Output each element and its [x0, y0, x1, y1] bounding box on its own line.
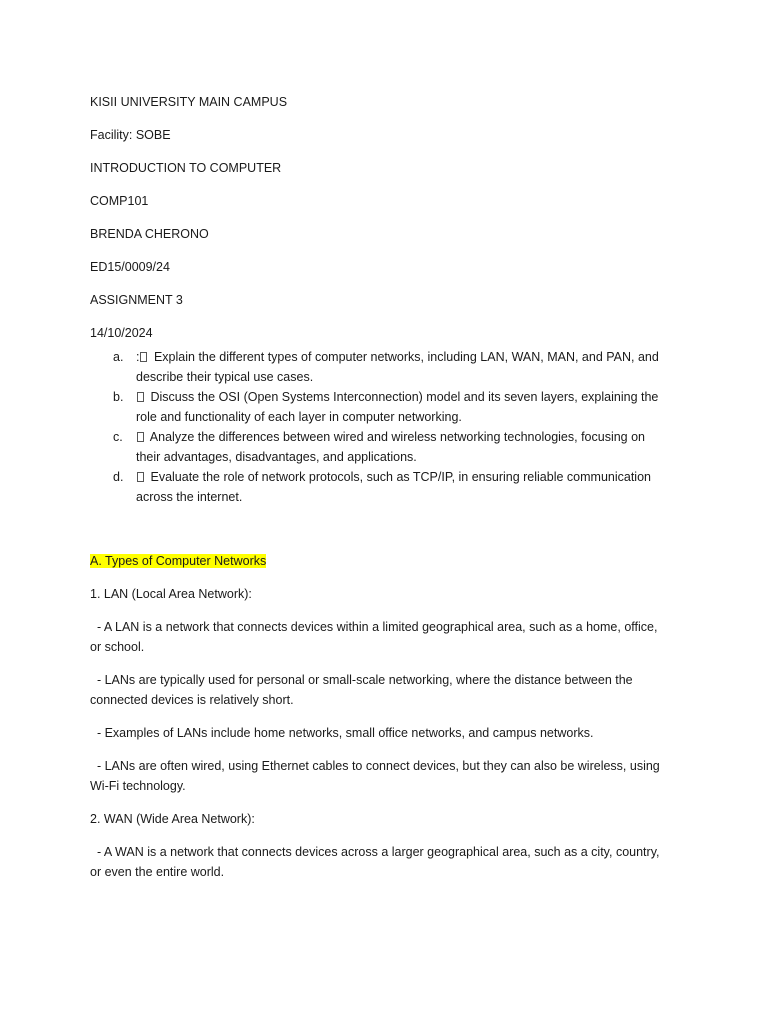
question-item: [90, 467, 670, 507]
question-marker: c.: [113, 430, 123, 444]
section-a-title: [90, 551, 670, 571]
document-body: [90, 92, 670, 895]
missing-glyph-icon: [140, 352, 147, 362]
question-marker: d.: [113, 470, 124, 484]
question-list: [90, 347, 670, 507]
highlighted-heading: A. Types of Computer Networks: [90, 554, 267, 568]
missing-glyph-icon: [137, 392, 144, 402]
course-title: INTRODUCTION TO COMPUTER: [90, 161, 282, 175]
missing-glyph-icon: [137, 432, 144, 442]
student-name: BRENDA CHERONO: [90, 227, 209, 241]
lan-point: - A LAN is a network that connects devices within a limited geographical area, such as a home, office, or school.: [90, 620, 661, 654]
lan-heading: 1. LAN (Local Area Network):: [90, 587, 252, 601]
wan-point: - A WAN is a network that connects devices across a larger geographical area, such as a city, country, or even the entire world.: [90, 845, 663, 879]
question-item: [90, 427, 670, 467]
lan-point: - Examples of LANs include home networks, small office networks, and campus networks.: [90, 726, 594, 740]
question-item: [90, 387, 670, 427]
course-code: COMP101: [90, 194, 149, 208]
question-marker: a.: [113, 350, 124, 364]
spacer: [90, 507, 670, 551]
question-prefix: :: [136, 350, 140, 364]
assignment-date: 14/10/2024: [90, 326, 153, 340]
question-text: Evaluate the role of network protocols, such as TCP/IP, in ensuring reliable communication across the internet.: [136, 470, 651, 504]
registration-number: ED15/0009/24: [90, 260, 170, 274]
question-text: Analyze the differences between wired and wireless networking technologies, focusing on their advantages, disadvantages, and applications.: [136, 430, 645, 464]
question-item: [90, 347, 670, 387]
missing-glyph-icon: [137, 472, 144, 482]
lan-point: - LANs are often wired, using Ethernet cables to connect devices, but they can also be wireless, using Wi-Fi technology.: [90, 759, 664, 793]
question-text: Explain the different types of computer networks, including LAN, WAN, MAN, and PAN, and describe their typical use cases.: [136, 350, 659, 384]
university-name: KISII UNIVERSITY MAIN CAMPUS: [90, 95, 288, 109]
question-marker: b.: [113, 390, 124, 404]
wan-heading: 2. WAN (Wide Area Network):: [90, 812, 255, 826]
assignment-number: ASSIGNMENT 3: [90, 293, 183, 307]
lan-point: - LANs are typically used for personal or small-scale networking, where the distance between the connected devices is relatively short.: [90, 673, 637, 707]
facility-line: Facility: SOBE: [90, 128, 171, 142]
question-text: Discuss the OSI (Open Systems Interconnection) model and its seven layers, explaining the role and functionality of each layer in computer networking.: [136, 390, 659, 424]
